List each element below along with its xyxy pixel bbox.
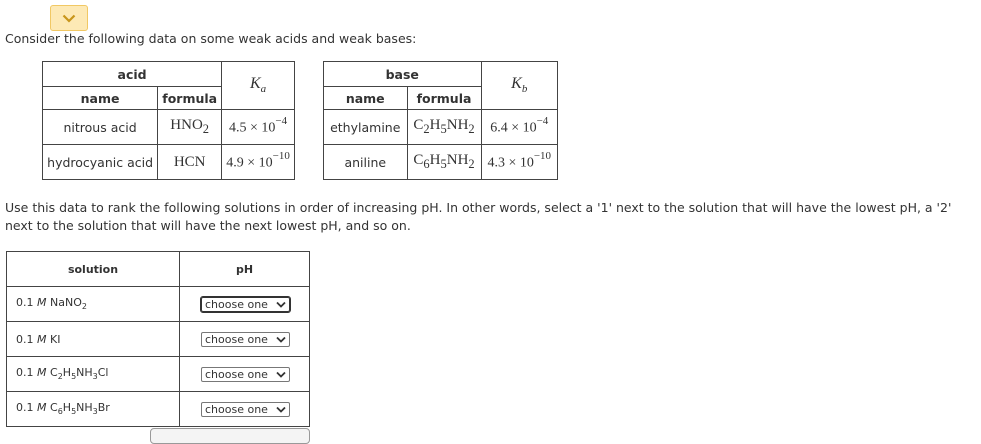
acid-name: hydrocyanic acid — [43, 145, 158, 180]
ph-rank-select[interactable]: choose one — [201, 332, 290, 347]
ph-rank-select[interactable]: choose one — [201, 367, 290, 382]
chevron-down-icon — [276, 336, 286, 343]
chevron-down-icon — [276, 301, 286, 308]
ph-column-header: pH — [180, 252, 310, 287]
kb-value: $4.3 \times 10^{-10}$ — [481, 145, 557, 180]
base-row — [324, 145, 558, 180]
base-group-header: base — [324, 62, 482, 87]
kb-value: $6.4 \times 10^{-4}$ — [481, 110, 557, 145]
base-name: aniline — [324, 145, 408, 180]
base-formula: $C_2H_5NH_2$ — [407, 110, 481, 145]
chevron-down-icon — [276, 371, 286, 378]
solution-row — [7, 287, 310, 322]
next-button-partial[interactable] — [150, 428, 310, 444]
acid-name: nitrous acid — [43, 110, 158, 145]
base-row — [324, 110, 558, 145]
intro-text: Consider the following data on some weak acids and weak bases: — [5, 31, 417, 46]
ka-header: $K_a$ — [222, 62, 295, 110]
solution-row — [7, 392, 310, 427]
solution-column-header: solution — [7, 252, 180, 287]
chevron-down-icon — [62, 14, 76, 23]
acid-row — [43, 145, 295, 180]
ph-rank-select[interactable]: choose one — [201, 297, 290, 312]
base-formula: $C_6H_5NH_2$ — [407, 145, 481, 180]
ka-value: $4.9 \times 10^{-10}$ — [222, 145, 295, 180]
acid-group-header: acid — [43, 62, 222, 87]
solution-row — [7, 322, 310, 357]
kb-header: $K_b$ — [481, 62, 557, 110]
acid-row — [43, 110, 295, 145]
base-name-header: name — [324, 87, 408, 110]
ka-value: $4.5 \times 10^{-4}$ — [222, 110, 295, 145]
instructions-text: Use this data to rank the following solutions in order of increasing pH. In other words, select a '1' next to the solution that will have the lowest pH, a '2' next to the solution that will have the next lowest pH, and so on. — [5, 200, 952, 233]
solution-label: 0.1 M $C_2H_5NH_3Cl$ — [7, 357, 180, 392]
acid-formula: $HNO_2$ — [158, 110, 222, 145]
acid-formula: HCN — [158, 145, 222, 180]
acid-formula-header: formula — [158, 87, 222, 110]
acid-data-table — [42, 61, 295, 180]
base-data-table — [323, 61, 558, 180]
solution-ph-table — [6, 251, 310, 427]
solution-label: 0.1 M NaNO$_2$ — [7, 287, 180, 322]
ph-rank-select[interactable]: choose one — [201, 402, 290, 417]
solution-label: 0.1 M $C_6H_5NH_3Br$ — [7, 392, 180, 427]
collapse-button[interactable] — [50, 5, 88, 31]
solution-label: 0.1 M KI — [7, 322, 180, 357]
base-formula-header: formula — [407, 87, 481, 110]
solution-row — [7, 357, 310, 392]
acid-name-header: name — [43, 87, 158, 110]
chevron-down-icon — [276, 406, 286, 413]
base-name: ethylamine — [324, 110, 408, 145]
